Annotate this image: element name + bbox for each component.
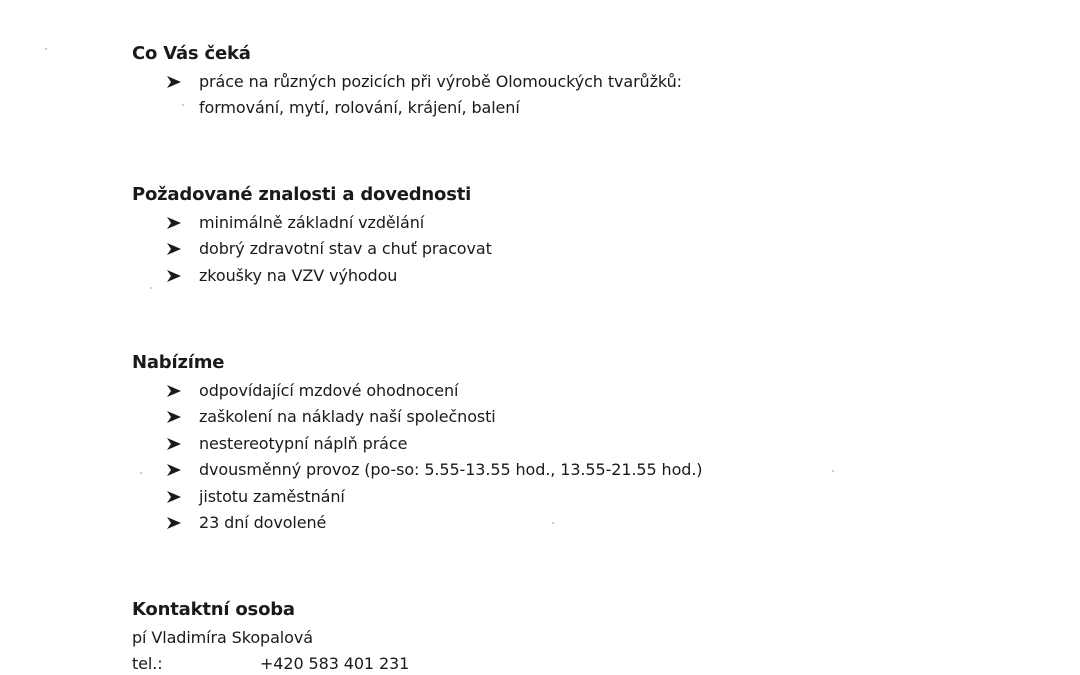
list-item [132,378,1032,404]
arrowhead-bullet-icon [166,216,182,230]
arrowhead-bullet-icon [166,269,182,283]
section-heading: Nabízíme [132,352,225,373]
list-item-text: 23 dní dovolené [199,513,327,533]
section-what-awaits [132,43,1032,122]
section-we-offer [132,352,1032,536]
section-heading: Požadované znalosti a dovednosti [132,184,472,205]
list-item-text: dobrý zdravotní stav a chuť pracovat [199,239,492,259]
list-item-text: práce na různých pozicích při výrobě Olomouckých tvarůžků: formování, mytí, rolování, krájení, balení [199,72,682,118]
list-item-text: minimálně základní vzdělání [199,213,425,232]
section-heading: Kontaktní osoba [132,599,295,620]
arrowhead-bullet-icon [166,410,182,424]
list-item-text: odpovídající mzdové ohodnocení [199,381,459,400]
list-item-text: zkoušky na VZV výhodou [199,265,398,285]
list-item [132,510,1032,536]
list-item [132,236,1032,262]
list-item [132,457,1032,483]
section-heading: Co Vás čeká [132,43,251,64]
contact-phone-row [132,651,1032,675]
section-contact [132,599,1032,675]
arrowhead-bullet-icon [166,516,182,530]
list-item [132,484,1032,510]
list-item-text: dvousměnný provoz (po-so: 5.55-13.55 hod., 13.55-21.55 hod.) [199,460,703,480]
contact-name: pí Vladimíra Skopalová [132,628,313,647]
bullet-list [132,378,1032,536]
list-item [132,431,1032,457]
scan-speck [45,48,47,50]
arrowhead-bullet-icon [166,463,182,477]
bullet-list [132,69,1032,122]
arrowhead-bullet-icon [166,384,182,398]
list-item [132,404,1032,430]
section-required-skills [132,184,1032,289]
phone-number: +420 583 401 231 [260,654,410,673]
arrowhead-bullet-icon [166,490,182,504]
list-item [132,210,1032,236]
list-item [132,69,1032,122]
arrowhead-bullet-icon [166,242,182,256]
arrowhead-bullet-icon [166,75,182,89]
bullet-list [132,210,1032,289]
list-item-text: zaškolení na náklady naší společnosti [199,407,496,427]
list-item-text: jistotu zaměstnání [199,486,345,506]
arrowhead-bullet-icon [166,437,182,451]
list-item-text: nestereotypní náplň práce [199,433,408,453]
list-item [132,263,1032,289]
phone-label: tel.: [132,654,163,673]
